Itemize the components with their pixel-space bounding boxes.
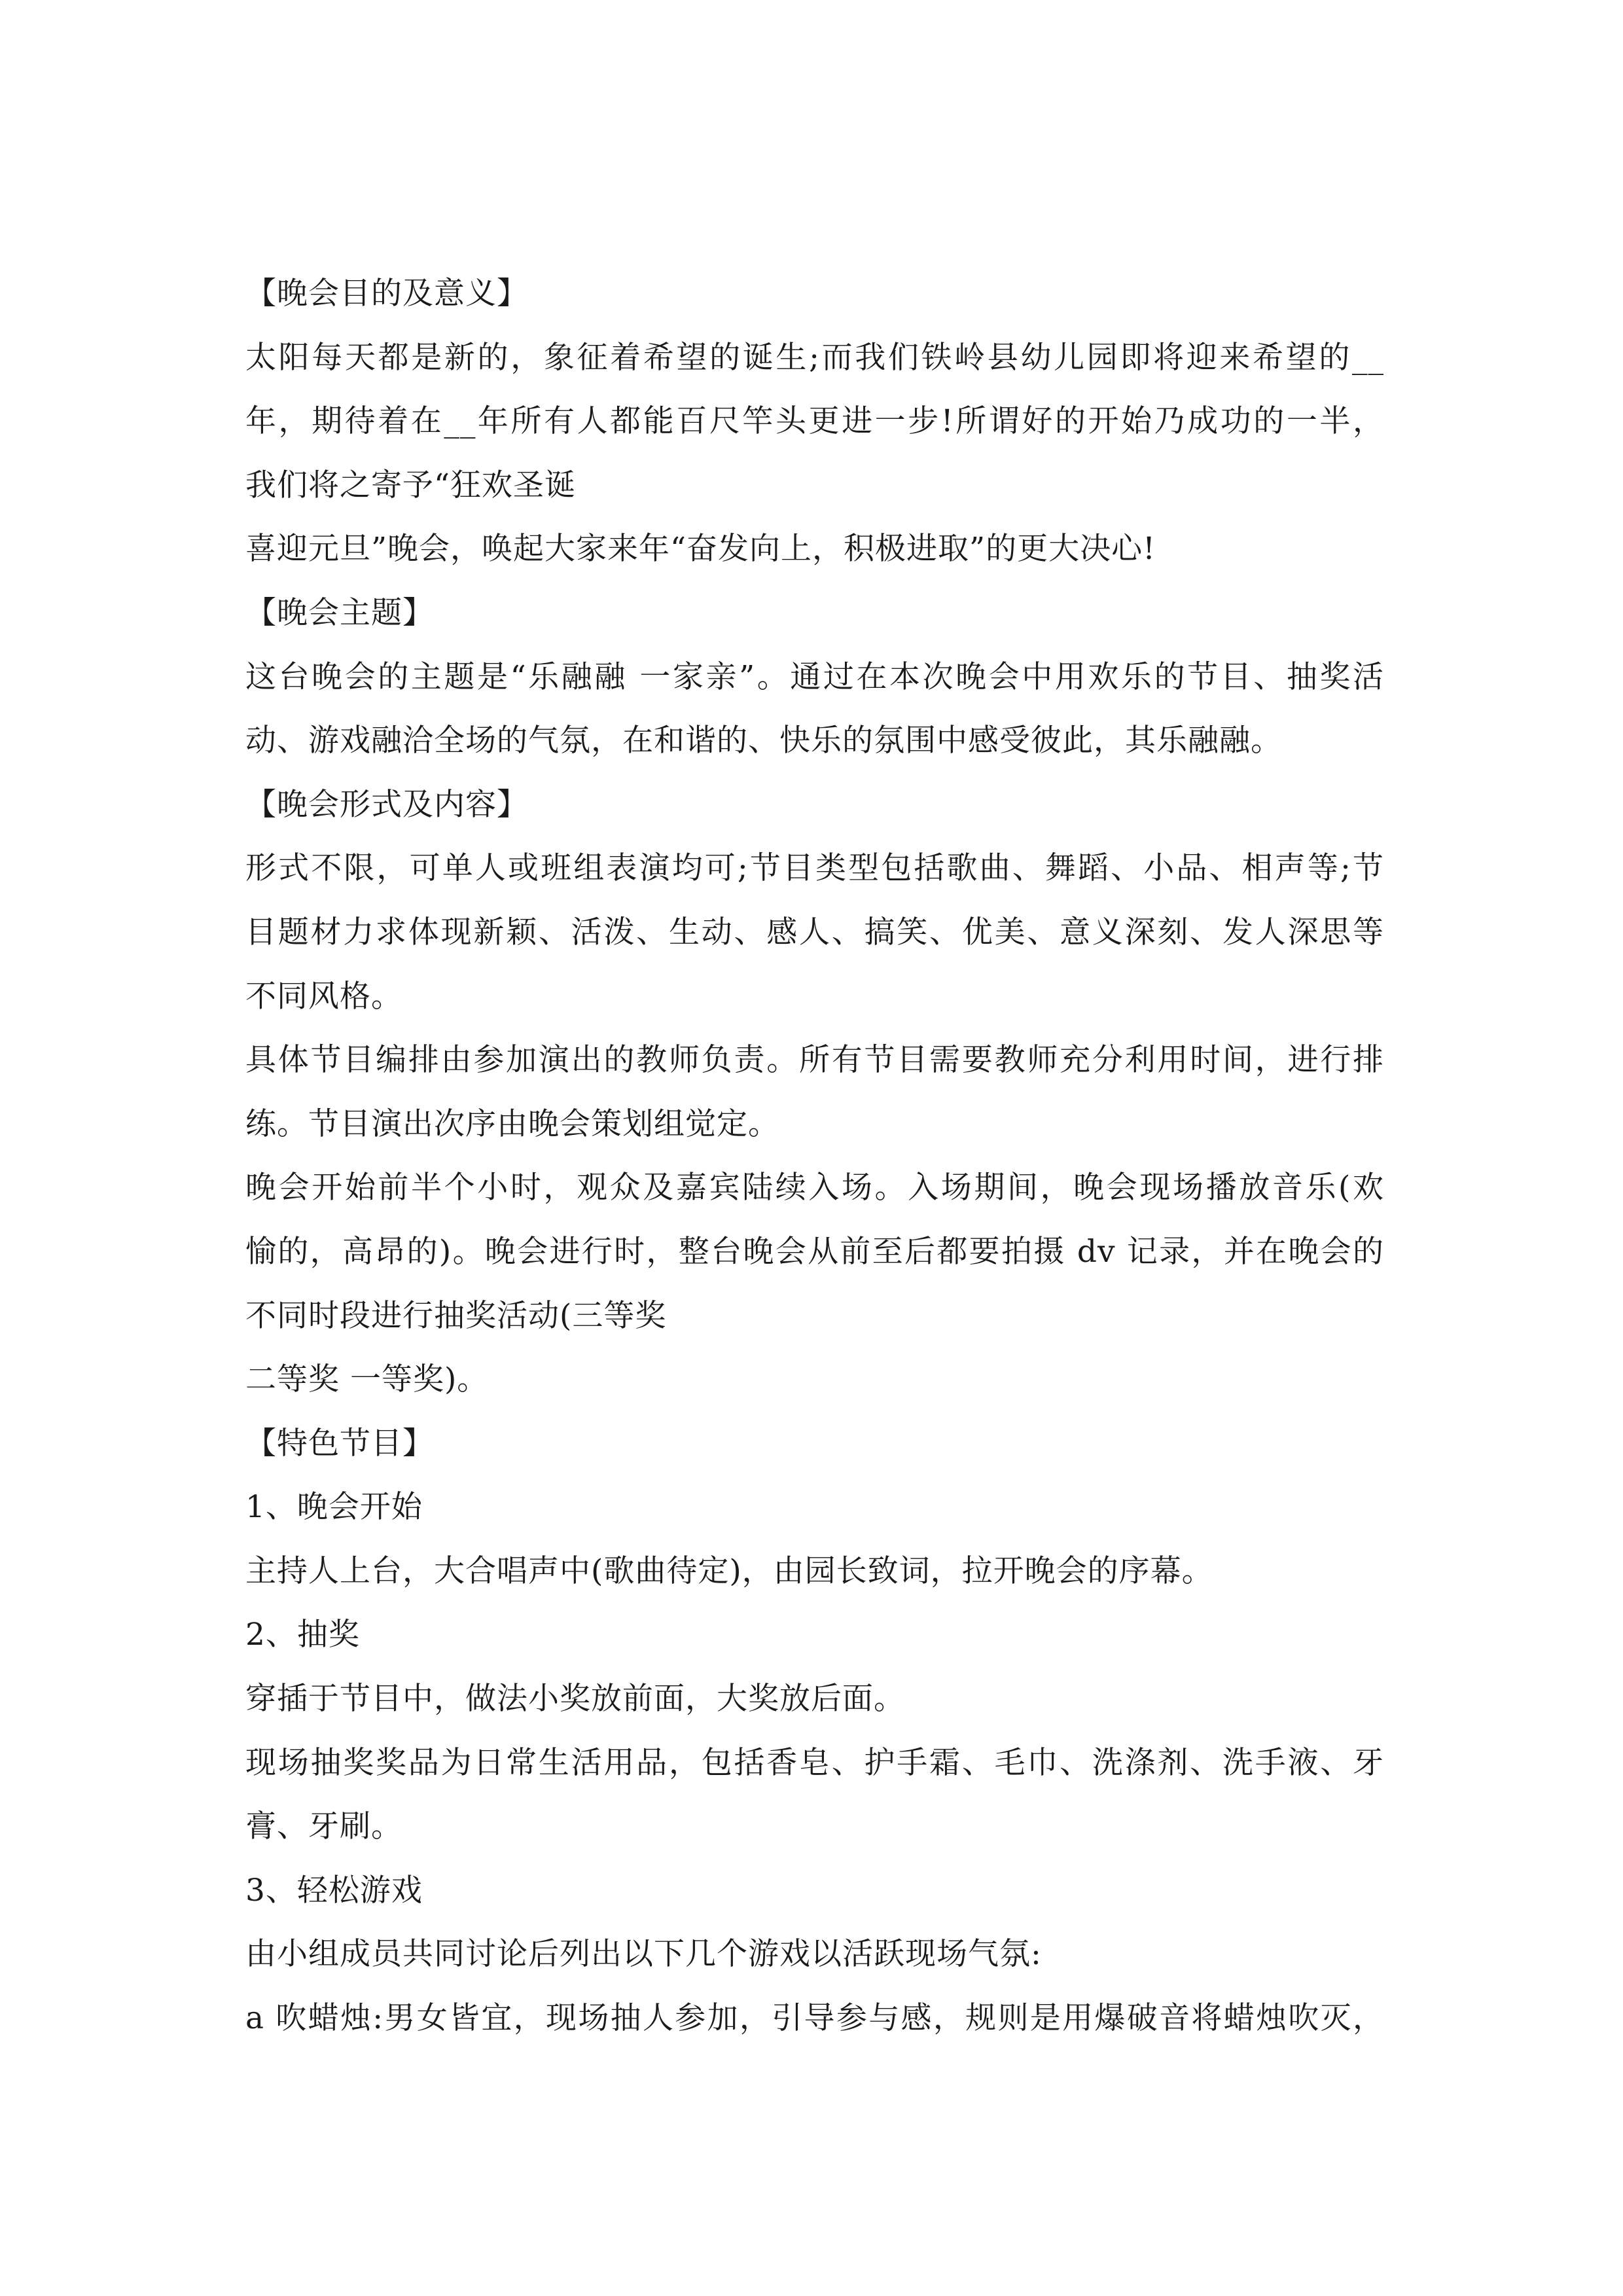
paragraph-line: 晚会开始前半个小时，观众及嘉宾陆续入场。入场期间，晚会现场播放音乐(欢 <box>245 1170 1384 1206</box>
paragraph-line: 穿插于节目中，做法小奖放前面，大奖放后面。 <box>245 1681 905 1717</box>
paragraph-line: 目题材力求体现新颖、活泼、生动、感人、搞笑、优美、意义深刻、发人深思等 <box>245 914 1384 950</box>
list-item-heading: 3、轻松游戏 <box>245 1872 423 1909</box>
paragraph-line: 我们将之寄予“狂欢圣诞 <box>245 467 577 503</box>
paragraph-line: 具体节目编排由参加演出的教师负责。所有节目需要教师充分利用时间，进行排 <box>245 1042 1384 1079</box>
document-body <box>245 262 1384 2051</box>
list-item-heading: 2、抽奖 <box>245 1617 360 1653</box>
paragraph-line: 喜迎元旦”晚会，唤起大家来年“奋发向上，积极进取”的更大决心! <box>245 531 1156 567</box>
paragraph-line: 二等奖 一等奖)。 <box>245 1361 489 1398</box>
paragraph-line: 形式不限，可单人或班组表演均可;节目类型包括歌曲、舞蹈、小品、相声等;节 <box>245 850 1384 887</box>
paragraph-line: 不同时段进行抽奖活动(三等奖 <box>245 1297 667 1334</box>
paragraph-line: 这台晚会的主题是“乐融融 一家亲”。通过在本次晚会中用欢乐的节目、抽奖活 <box>245 658 1384 695</box>
section-heading-purpose: 【晚会目的及意义】 <box>245 276 528 312</box>
paragraph-line: 膏、牙刷。 <box>245 1808 402 1845</box>
paragraph-line: 动、游戏融洽全场的气氛，在和谐的、快乐的氛围中感受彼此，其乐融融。 <box>245 723 1282 759</box>
paragraph-line: a 吹蜡烛:男女皆宜，现场抽人参加，引导参与感，规则是用爆破音将蜡烛吹灭， <box>245 2000 1384 2037</box>
section-heading-theme: 【晚会主题】 <box>245 594 434 631</box>
section-heading-featured: 【特色节目】 <box>245 1425 434 1462</box>
paragraph-line: 由小组成员共同讨论后列出以下几个游戏以活跃现场气氛: <box>245 1936 1042 1973</box>
paragraph-line: 愉的，高昂的)。晚会进行时，整台晚会从前至后都要拍摄 dv 记录，并在晚会的 <box>245 1233 1384 1270</box>
paragraph-line: 主持人上台，大合唱声中(歌曲待定)，由园长致词，拉开晚会的序幕。 <box>245 1552 1213 1589</box>
paragraph-line: 练。节目演出次序由晚会策划组觉定。 <box>245 1105 779 1142</box>
section-heading-format: 【晚会形式及内容】 <box>245 786 528 823</box>
paragraph-line: 太阳每天都是新的，象征着希望的诞生;而我们铁岭县幼儿园即将迎来希望的__ <box>245 339 1384 376</box>
paragraph-line: 不同风格。 <box>245 978 402 1014</box>
paragraph-line: 现场抽奖奖品为日常生活用品，包括香皂、护手霜、毛巾、洗涤剂、洗手液、牙 <box>245 1744 1384 1781</box>
list-item-heading: 1、晚会开始 <box>245 1489 423 1526</box>
paragraph-line: 年，期待着在__年所有人都能百尺竿头更进一步!所谓好的开始乃成功的一半， <box>245 403 1384 440</box>
